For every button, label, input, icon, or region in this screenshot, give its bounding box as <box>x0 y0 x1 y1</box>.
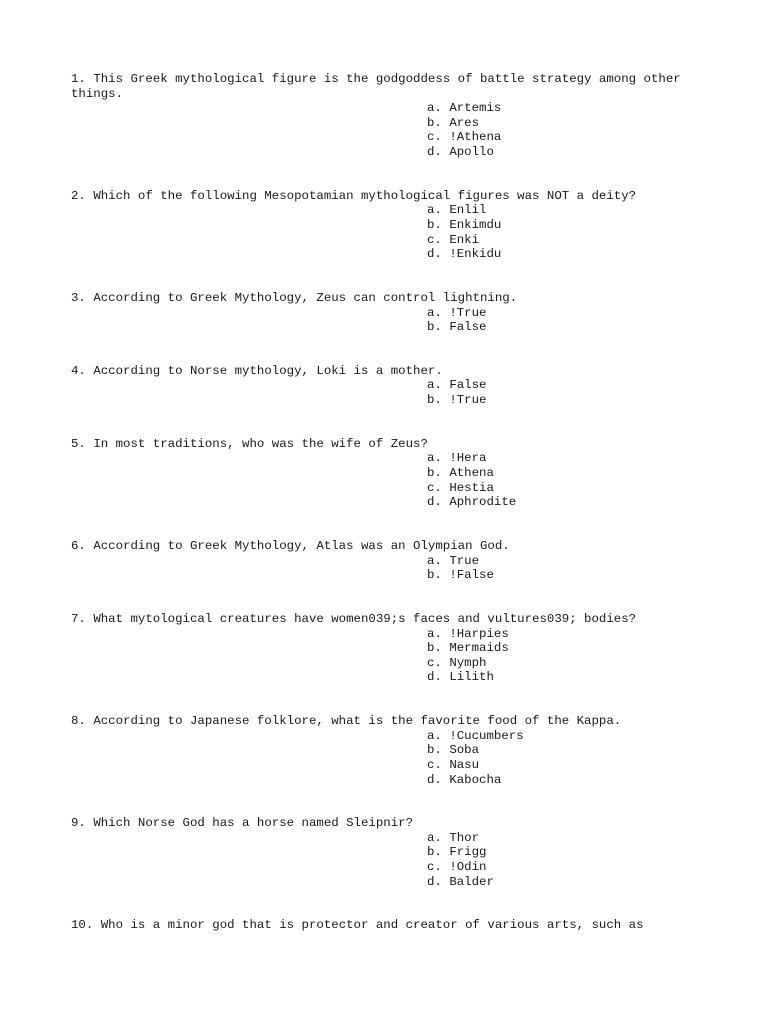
answer-options <box>71 451 711 509</box>
option-letter: c. <box>427 860 442 875</box>
option-text: !True <box>449 393 487 408</box>
answer-option <box>427 845 711 860</box>
question-text <box>71 918 711 933</box>
answer-option <box>427 670 711 685</box>
option-text: Aphrodite <box>449 495 517 510</box>
answer-options <box>71 101 711 159</box>
answer-option <box>427 101 711 116</box>
question-text <box>71 364 711 379</box>
answer-option <box>427 860 711 875</box>
question-prompt: According to Greek Mythology, Atlas was an Olympian God. <box>93 539 510 553</box>
question-prompt: Which of the following Mesopotamian mythological figures was NOT a deity? <box>93 188 637 203</box>
option-text: !Harpies <box>449 626 509 641</box>
option-letter: d. <box>427 874 442 889</box>
option-text: !True <box>449 305 487 320</box>
option-text: !Athena <box>449 130 502 145</box>
answer-options <box>71 306 711 335</box>
question-number: 2. <box>71 188 86 203</box>
answer-options <box>71 203 711 261</box>
option-text: False <box>449 378 487 393</box>
question-prompt: According to Japanese folklore, what is the favorite food of the Kappa. <box>93 714 622 729</box>
answer-option <box>427 218 711 233</box>
option-text: Ares <box>449 115 480 130</box>
option-text: True <box>449 553 480 568</box>
question-block <box>71 437 711 510</box>
question-block <box>71 364 711 408</box>
answer-option <box>427 641 711 656</box>
question-block <box>71 539 711 583</box>
option-text: !False <box>449 568 494 583</box>
answer-option <box>427 568 711 583</box>
question-prompt: Which Norse God has a horse named Sleipnir? <box>93 816 414 831</box>
option-text: Hestia <box>449 480 494 495</box>
question-prompt: According to Greek Mythology, Zeus can control lightning. <box>93 290 518 305</box>
option-letter: c. <box>427 130 442 145</box>
option-text: Nymph <box>449 655 487 670</box>
answer-option <box>427 729 711 744</box>
option-letter: b. <box>427 217 442 232</box>
option-text: False <box>449 320 487 335</box>
option-letter: a. <box>427 626 442 641</box>
option-letter: b. <box>427 115 442 130</box>
answer-options <box>71 554 711 583</box>
answer-option <box>427 451 711 466</box>
option-text: Soba <box>449 743 480 758</box>
question-text <box>71 714 711 729</box>
question-prompt: According to Norse mythology, Loki is a mother. <box>93 363 443 378</box>
option-letter: b. <box>427 743 442 758</box>
answer-option <box>427 233 711 248</box>
option-letter: a. <box>427 101 442 116</box>
option-text: Enlil <box>449 203 487 218</box>
option-letter: b. <box>427 845 442 860</box>
question-block <box>71 189 711 262</box>
answer-option <box>427 116 711 131</box>
option-letter: d. <box>427 144 442 159</box>
option-letter: a. <box>427 203 442 218</box>
question-text <box>71 612 711 627</box>
question-block <box>71 291 711 335</box>
option-letter: a. <box>427 305 442 320</box>
question-prompt: What mytological creatures have women039;s faces and vultures039; bodies? <box>93 611 637 626</box>
answer-option <box>427 320 711 335</box>
option-text: Enki <box>449 232 480 247</box>
option-text: Lilith <box>449 670 494 685</box>
question-block <box>71 612 711 685</box>
question-prompt: In most traditions, who was the wife of Zeus? <box>93 436 428 451</box>
question-number: 6. <box>71 539 86 553</box>
option-letter: d. <box>427 772 442 787</box>
question-number: 7. <box>71 611 86 626</box>
answer-option <box>427 203 711 218</box>
option-letter: c. <box>427 655 442 670</box>
option-letter: d. <box>427 670 442 685</box>
answer-option <box>427 758 711 773</box>
question-number: 9. <box>71 816 86 831</box>
question-block <box>71 72 711 160</box>
quiz-document <box>71 72 711 962</box>
option-letter: a. <box>427 728 442 743</box>
answer-option <box>427 466 711 481</box>
question-number: 3. <box>71 290 86 305</box>
question-block <box>71 714 711 787</box>
option-letter: a. <box>427 378 442 393</box>
option-letter: b. <box>427 466 442 481</box>
answer-option <box>427 247 711 262</box>
question-block <box>71 918 711 933</box>
answer-option <box>427 495 711 510</box>
option-text: Balder <box>449 874 494 889</box>
option-letter: b. <box>427 320 442 335</box>
answer-option <box>427 875 711 890</box>
option-text: Nasu <box>449 757 480 772</box>
question-number: 10. <box>71 918 94 933</box>
option-text: Frigg <box>449 845 487 860</box>
question-text <box>71 189 711 204</box>
answer-option <box>427 656 711 671</box>
question-prompt: This Greek mythological figure is the godgoddess of battle strategy among other things. <box>71 72 689 101</box>
option-text: !Odin <box>449 860 487 875</box>
option-letter: b. <box>427 641 442 656</box>
question-number: 5. <box>71 436 86 451</box>
answer-option <box>427 831 711 846</box>
option-text: Mermaids <box>449 641 509 656</box>
question-block <box>71 816 711 889</box>
option-letter: c. <box>427 757 442 772</box>
option-letter: d. <box>427 247 442 262</box>
answer-option <box>427 393 711 408</box>
option-letter: c. <box>427 480 442 495</box>
answer-options <box>71 627 711 685</box>
answer-option <box>427 145 711 160</box>
answer-option <box>427 481 711 496</box>
question-text <box>71 539 711 554</box>
question-number: 1. <box>71 72 86 86</box>
option-text: !Enkidu <box>449 247 502 262</box>
option-letter: c. <box>427 232 442 247</box>
option-text: Artemis <box>449 101 502 116</box>
option-text: Athena <box>449 466 494 481</box>
answer-option <box>427 627 711 642</box>
answer-options <box>71 729 711 787</box>
answer-options <box>71 378 711 407</box>
answer-option <box>427 306 711 321</box>
answer-option <box>427 743 711 758</box>
option-letter: a. <box>427 553 442 568</box>
option-letter: d. <box>427 495 442 510</box>
question-number: 8. <box>71 714 86 729</box>
option-text: Kabocha <box>449 772 502 787</box>
option-text: Thor <box>449 830 480 845</box>
option-text: Apollo <box>449 144 494 159</box>
question-text <box>71 437 711 452</box>
answer-option <box>427 554 711 569</box>
option-letter: a. <box>427 451 442 466</box>
option-text: !Hera <box>449 451 487 466</box>
option-letter: b. <box>427 568 442 583</box>
option-letter: b. <box>427 393 442 408</box>
question-prompt: Who is a minor god that is protector and creator of various arts, such as <box>100 918 644 933</box>
question-text <box>71 72 711 101</box>
answer-options <box>71 831 711 889</box>
option-letter: a. <box>427 830 442 845</box>
question-text <box>71 291 711 306</box>
option-text: Enkimdu <box>449 217 502 232</box>
question-text <box>71 816 711 831</box>
answer-option <box>427 378 711 393</box>
answer-option <box>427 773 711 788</box>
answer-option <box>427 130 711 145</box>
option-text: !Cucumbers <box>449 728 524 743</box>
question-number: 4. <box>71 363 86 378</box>
